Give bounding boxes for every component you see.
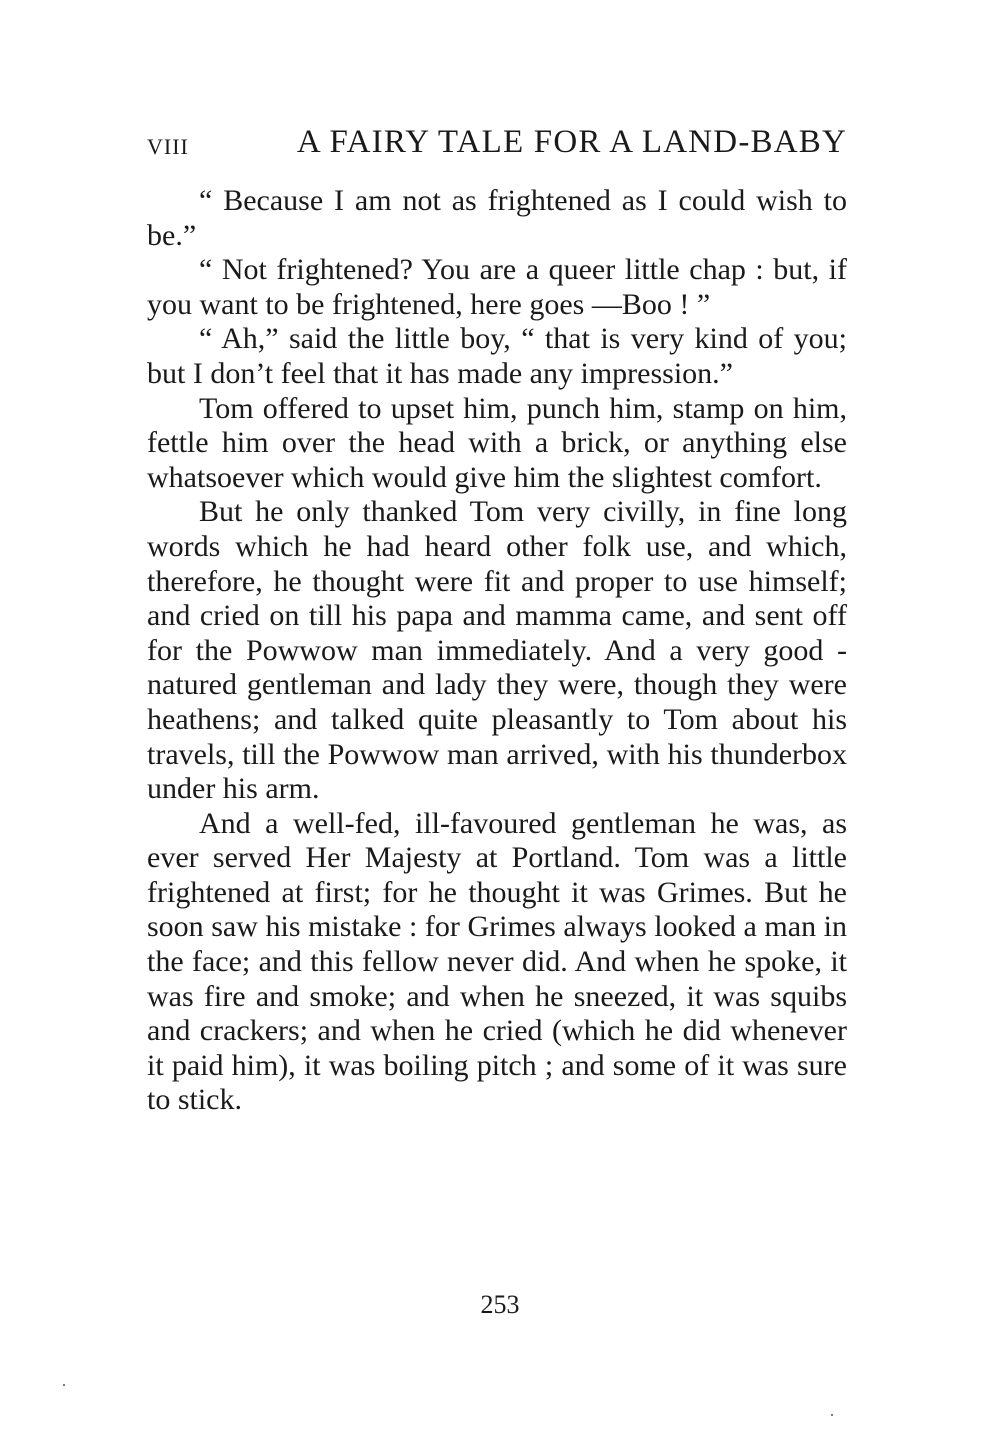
paragraph-2: “ Not frightened? You are a queer little chap : but, if you want to be frightened, here goes —Boo ! ” — [147, 253, 847, 321]
paper-speck — [63, 1384, 65, 1386]
paragraph-1: “ Because I am not as frightened as I could wish to be.” — [147, 184, 847, 252]
paragraph-4: Tom offered to upset him, punch him, stamp on him, fettle him over the head with a brick, or anything else whatsoever which would give him the slightest comfort. — [147, 391, 847, 494]
paper-speck — [831, 1414, 833, 1416]
body-text — [147, 184, 847, 1118]
paragraph-6: And a well-fed, ill-favoured gentleman he was, as ever served Her Majesty at Portland. Tom was a little frightened at first; for he thought it was Grimes. But he soon saw his mistake : for Grimes always looked a man in the face; and this fellow never did. And when he spoke, it was fire and smoke; and when he sneezed, it was squibs and crackers; and when he cried (which he did whenever it paid him), it was boiling pitch ; and some of it was sure to stick. — [147, 806, 847, 1117]
chapter-number: VIII — [147, 134, 189, 159]
running-title: A FAIRY TALE FOR A LAND-BABY — [296, 124, 847, 160]
paragraph-5: But he only thanked Tom very civilly, in fine long words which he had heard other folk use, and which, therefore, he thought were fit and proper to use himself; and cried on till his papa and mamma came, and sent off for the Powwow man immediately. And a very good - natured gentleman and lady they were, though they were heathens; and talked quite pleasantly to Tom about his travels, till the Powwow man arrived, with his thunderbox under his arm. — [147, 495, 847, 806]
paragraph-3: “ Ah,” said the little boy, “ that is very kind of you; but I don’t feel that it has made any impression.” — [147, 322, 847, 390]
page-number: 253 — [480, 1290, 520, 1319]
running-header — [147, 118, 847, 168]
